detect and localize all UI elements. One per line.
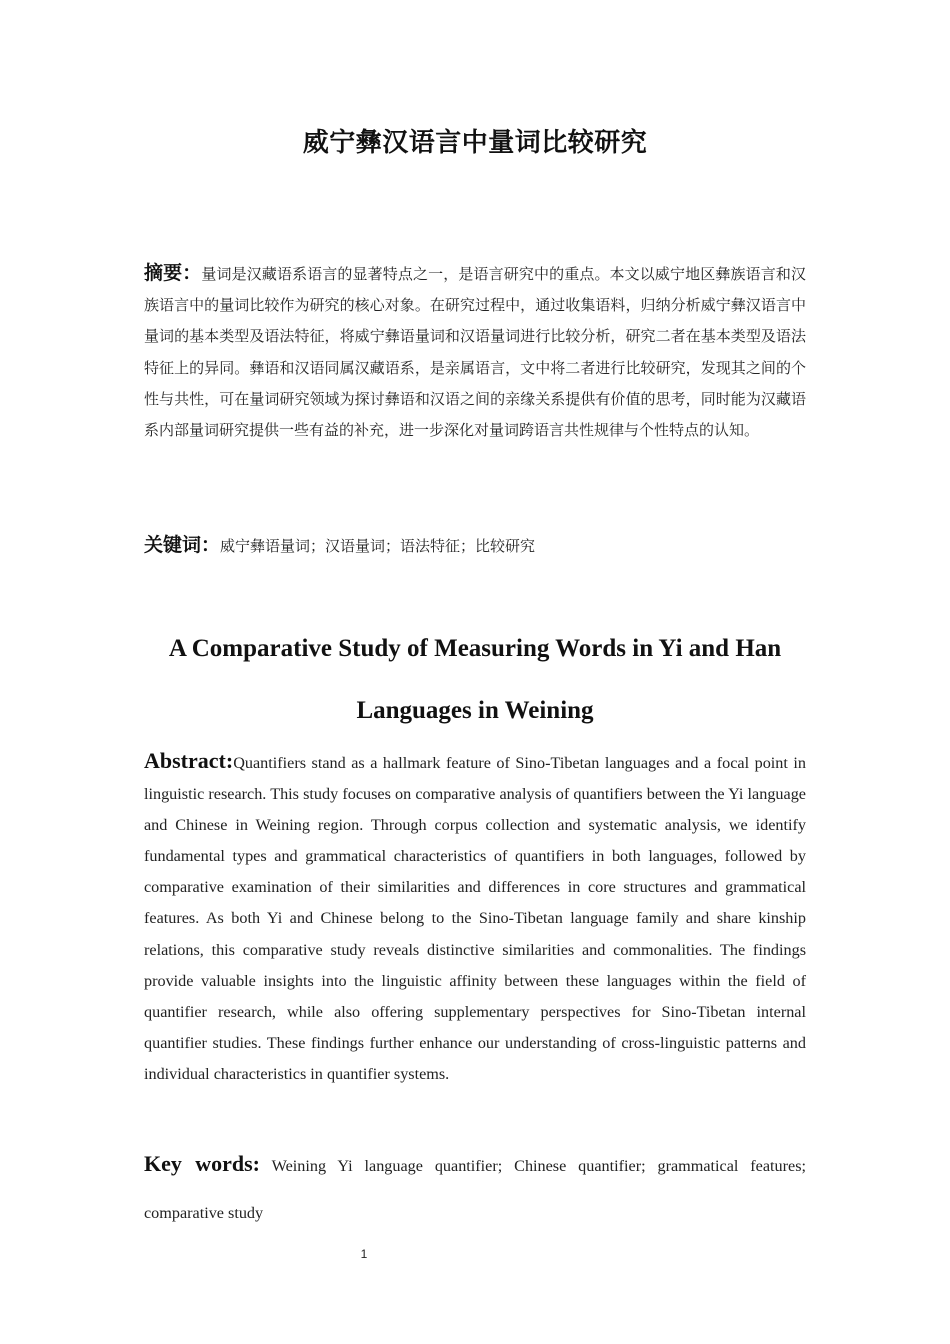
chinese-abstract-label: 摘要：	[144, 262, 202, 284]
english-abstract-label: Abstract:	[144, 748, 234, 773]
chinese-keywords-label: 关键词：	[144, 534, 221, 556]
chinese-title: 威宁彝汉语言中量词比较研究	[302, 128, 648, 158]
chinese-keywords	[144, 530, 806, 562]
english-keywords	[144, 1140, 806, 1237]
english-abstract-text: Quantifiers stand as a hallmark feature of Sino-Tibetan languages and a focal point in linguistic research. This study focuses on comparative analysis of quantifiers between the Yi language and Chinese in Weining region. Through corpus collection and systematic analysis, we identify fundamental types and grammatical characteristics of quantifiers in both languages, followed by comparative examination of their similarities and differences in core structures and grammatical features. As both Yi and Chinese belong to the Sino-Tibetan language family and share kinship relations, this comparative study reveals distinctive similarities and commonalities. The findings provide valuable insights into the linguistic affinity between these languages within the field of quantifier research, while also offering supplementary perspectives for Sino-Tibetan internal quantifier studies. These findings further enhance our understanding of cross-linguistic patterns and individual characteristics in quantifier systems.	[144, 754, 806, 1083]
page-number: 1	[360, 1247, 368, 1261]
english-abstract	[144, 745, 806, 1090]
english-title-line-1: A Comparative Study of Measuring Words in Yi and Han	[168, 635, 782, 662]
chinese-abstract-text: 量词是汉藏语系语言的显著特点之一，是语言研究中的重点。本文以威宁地区彝族语言和汉族语言中的量词比较作为研究的核心对象。在研究过程中，通过收集语料，归纳分析威宁彝汉语言中量词的基本类型及语法特征，将威宁彝语量词和汉语量词进行比较分析，研究二者在基本类型及语法特征上的异同。彝语和汉语同属汉藏语系，是亲属语言，文中将二者进行比较研究，发现其之间的个性与共性，可在量词研究领域为探讨彝语和汉语之间的亲缘关系提供有价值的思考，同时能为汉藏语系内部量词研究提供一些有益的补充，进一步深化对量词跨语言共性规律与个性特点的认知。	[144, 265, 806, 440]
english-title-line-2: Languages in Weining	[356, 697, 594, 724]
chinese-abstract	[144, 258, 806, 446]
chinese-keywords-text: 威宁彝语量词；汉语量词；语法特征；比较研究	[220, 537, 536, 555]
english-title	[100, 618, 850, 742]
english-keywords-text: Weining Yi language quantifier; Chinese quantifier; grammatical features; comparative study	[144, 1157, 806, 1222]
english-keywords-label: Key words:	[144, 1151, 260, 1176]
